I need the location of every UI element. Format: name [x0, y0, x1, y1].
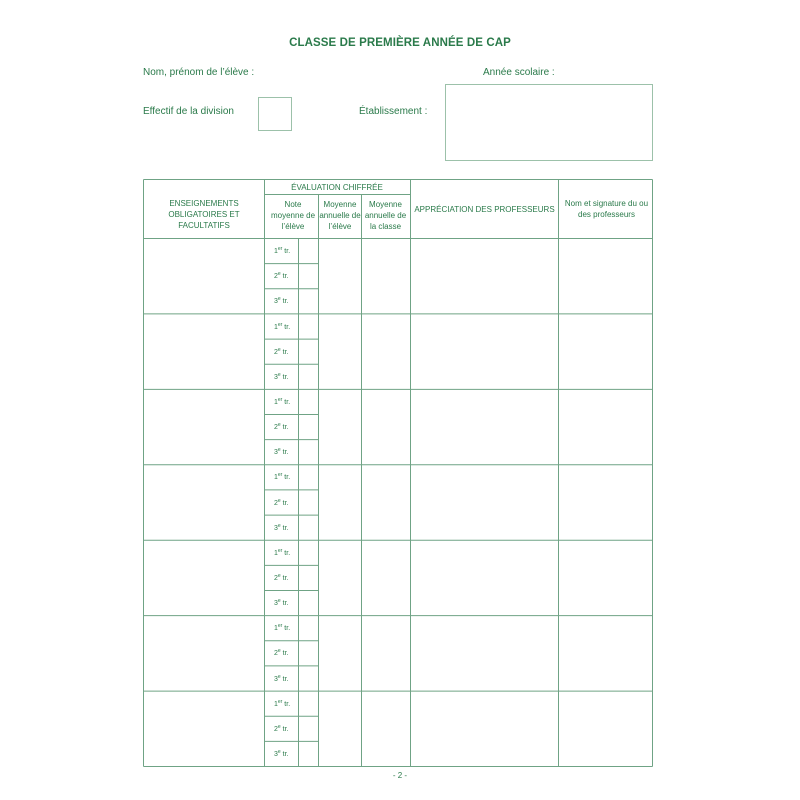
- term-label: 1er tr.: [274, 472, 291, 482]
- page-number: - 2 -: [392, 771, 408, 780]
- school-year-label: Année scolaire :: [483, 67, 555, 78]
- term-label: 3e tr.: [274, 522, 289, 532]
- header-moyenne-eleve: Moyenne annuelle de l’élève: [319, 200, 361, 231]
- header-subjects: ENSEIGNEMENTS OBLIGATOIRES ET FACULTATIFS: [168, 199, 240, 230]
- term-label: 2e tr.: [274, 422, 289, 432]
- term-label: 2e tr.: [274, 346, 289, 356]
- term-label: 1er tr.: [274, 698, 291, 708]
- header-signature: Nom et signature du ou des professeurs: [564, 199, 649, 219]
- term-label: 1er tr.: [274, 623, 291, 633]
- term-label: 3e tr.: [274, 447, 289, 457]
- term-label: 1er tr.: [274, 321, 291, 331]
- header-appreciation: APPRÉCIATION DES PROFESSEURS: [414, 205, 555, 214]
- term-label: 3e tr.: [274, 296, 289, 306]
- term-label: 3e tr.: [274, 748, 289, 758]
- term-label: 3e tr.: [274, 371, 289, 381]
- header-moyenne-classe: Moyenne annuelle de la classe: [364, 200, 407, 231]
- term-label: 3e tr.: [274, 673, 289, 683]
- term-label: 2e tr.: [274, 572, 289, 582]
- term-label: 3e tr.: [274, 598, 289, 608]
- term-label: 1er tr.: [274, 246, 291, 256]
- term-label: 1er tr.: [274, 396, 291, 406]
- term-label: 2e tr.: [274, 648, 289, 658]
- division-size-label: Effectif de la division: [143, 106, 234, 117]
- term-label: 2e tr.: [274, 271, 289, 281]
- student-name-label: Nom, prénom de l’élève :: [143, 67, 255, 78]
- header-note-moyenne: Note moyenne de l’élève: [270, 200, 316, 231]
- term-label: 2e tr.: [274, 723, 289, 733]
- school-label: Établissement :: [359, 106, 428, 117]
- header-evaluation-group: ÉVALUATION CHIFFRÉE: [291, 183, 383, 192]
- term-label: 2e tr.: [274, 497, 289, 507]
- term-label: 1er tr.: [274, 547, 291, 557]
- page-title: CLASSE DE PREMIÈRE ANNÉE DE CAP: [289, 37, 511, 49]
